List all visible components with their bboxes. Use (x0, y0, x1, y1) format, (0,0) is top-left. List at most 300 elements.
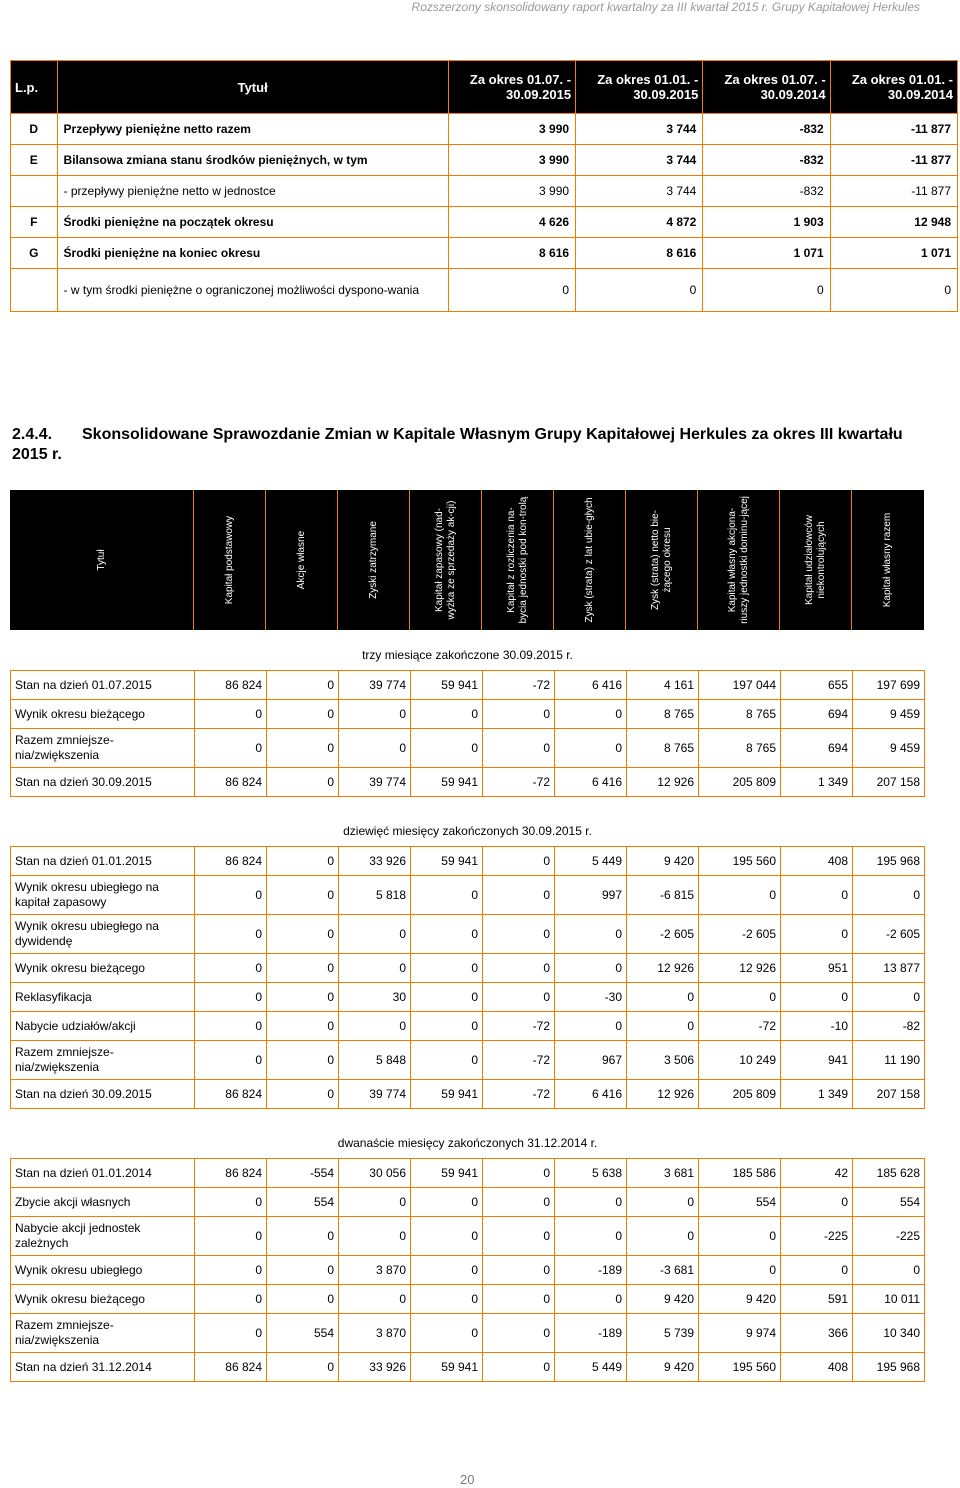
section-number: 2.4.4. (12, 426, 53, 443)
equity-row-value: 0 (267, 1217, 339, 1256)
cashflow-row (11, 238, 958, 269)
equity-row-value: 0 (411, 700, 483, 729)
equity-header-cell (338, 490, 410, 630)
equity-row-value: 0 (411, 1041, 483, 1080)
equity-row-value: 5 818 (339, 876, 411, 915)
equity-header-label: Zysk (strata) z lat ubie-głych (583, 497, 595, 623)
equity-row-value: -72 (483, 1012, 555, 1041)
row-value: -832 (703, 176, 830, 207)
equity-row-value: 408 (781, 1353, 853, 1382)
equity-row-value: 3 681 (627, 1159, 699, 1188)
equity-row-value: 5 449 (555, 1353, 627, 1382)
equity-row-value: 0 (483, 876, 555, 915)
row-value: 0 (448, 269, 575, 312)
equity-row-value: 59 941 (411, 1080, 483, 1109)
equity-row-value: 86 824 (195, 671, 267, 700)
equity-row-value: 42 (781, 1159, 853, 1188)
equity-row-value: 0 (411, 983, 483, 1012)
equity-row-value: 0 (267, 1041, 339, 1080)
equity-row-label: Nabycie udziałów/akcji (11, 1012, 195, 1041)
equity-row-value: 197 699 (853, 671, 925, 700)
section-heading (12, 425, 932, 465)
equity-row-value: 0 (555, 729, 627, 768)
equity-row-value: 366 (781, 1314, 853, 1353)
equity-row-value: 0 (555, 1012, 627, 1041)
equity-row-value: -72 (483, 1080, 555, 1109)
equity-header-cell (266, 490, 338, 630)
equity-row-value: 9 459 (853, 700, 925, 729)
equity-row-value: 12 926 (627, 768, 699, 797)
header-period-4: Za okres 01.01. - 30.09.2014 (830, 61, 957, 114)
equity-row-value: -72 (483, 1041, 555, 1080)
row-title: Bilansowa zmiana stanu środków pieniężnych, w tym (57, 145, 448, 176)
equity-row-value: 3 870 (339, 1256, 411, 1285)
equity-row-value: 0 (195, 1256, 267, 1285)
equity-row-value: 39 774 (339, 1080, 411, 1109)
row-value: 0 (703, 269, 830, 312)
row-value: 1 903 (703, 207, 830, 238)
equity-row-value: 12 926 (699, 954, 781, 983)
equity-row-value: 0 (411, 1217, 483, 1256)
equity-row-value: 10 011 (853, 1285, 925, 1314)
equity-row-label: Reklasyfikacja (11, 983, 195, 1012)
equity-row-label: Wynik okresu ubiegłego na kapitał zapasowy (11, 876, 195, 915)
equity-row-value: 0 (195, 1188, 267, 1217)
equity-section-title: dziewięć miesięcy zakończonych 30.09.2015 r. (343, 824, 592, 838)
equity-row-value: 9 459 (853, 729, 925, 768)
equity-row-value: 0 (195, 1041, 267, 1080)
equity-row-value: 10 340 (853, 1314, 925, 1353)
equity-row (11, 876, 925, 915)
equity-row-value: -2 605 (699, 915, 781, 954)
row-value: 0 (830, 269, 957, 312)
cashflow-table (10, 60, 958, 312)
equity-row (11, 1159, 925, 1188)
equity-row-value: 5 848 (339, 1041, 411, 1080)
equity-row (11, 1041, 925, 1080)
equity-row-value: 0 (411, 954, 483, 983)
equity-row-label: Wynik okresu bieżącego (11, 700, 195, 729)
row-lp: E (11, 145, 58, 176)
equity-row-value: 86 824 (195, 1159, 267, 1188)
equity-row-value: -2 605 (627, 915, 699, 954)
equity-row-value: -225 (853, 1217, 925, 1256)
equity-row (11, 768, 925, 797)
equity-row-value: 0 (853, 983, 925, 1012)
equity-row-label: Wynik okresu ubiegłego na dywidendę (11, 915, 195, 954)
equity-row-label: Stan na dzień 30.09.2015 (11, 768, 195, 797)
row-lp: F (11, 207, 58, 238)
equity-row-value: 13 877 (853, 954, 925, 983)
equity-row-value: 0 (411, 915, 483, 954)
equity-row-value: 0 (781, 983, 853, 1012)
equity-row-value: 86 824 (195, 1353, 267, 1382)
equity-row-value: 0 (339, 1188, 411, 1217)
equity-row-value: 39 774 (339, 768, 411, 797)
equity-header-cell (554, 490, 626, 630)
equity-row-value: 0 (699, 1217, 781, 1256)
equity-row-value: 0 (339, 1012, 411, 1041)
equity-row-value: 0 (411, 1012, 483, 1041)
equity-row-value: -225 (781, 1217, 853, 1256)
equity-header-label: Zyski zatrzymane (367, 521, 379, 599)
equity-row-value: 195 968 (853, 1353, 925, 1382)
equity-table (10, 816, 925, 1109)
equity-row-value: 86 824 (195, 847, 267, 876)
equity-row-value: 5 449 (555, 847, 627, 876)
equity-section-row (11, 816, 925, 847)
row-value: 8 616 (576, 238, 703, 269)
equity-row-value: 0 (555, 700, 627, 729)
equity-row-value: 554 (699, 1188, 781, 1217)
equity-row-value: 4 161 (627, 671, 699, 700)
equity-table (10, 1128, 925, 1382)
equity-row (11, 1256, 925, 1285)
equity-row-value: 1 349 (781, 1080, 853, 1109)
equity-row-value: 0 (411, 1285, 483, 1314)
row-value: 4 626 (448, 207, 575, 238)
equity-row-label: Razem zmniejsze-nia/zwiększenia (11, 1041, 195, 1080)
equity-row-value: 0 (267, 700, 339, 729)
equity-row-label: Razem zmniejsze-nia/zwiększenia (11, 729, 195, 768)
equity-row-value: 0 (781, 876, 853, 915)
equity-row-value: 0 (195, 1217, 267, 1256)
equity-row-value: 0 (483, 847, 555, 876)
equity-row-value: 0 (267, 915, 339, 954)
row-value: 12 948 (830, 207, 957, 238)
equity-row-value: 0 (781, 1256, 853, 1285)
equity-row (11, 1188, 925, 1217)
equity-row-value: 0 (195, 954, 267, 983)
equity-row-value: 3 506 (627, 1041, 699, 1080)
header-title: Tytuł (57, 61, 448, 114)
cashflow-header-row (11, 61, 958, 114)
equity-row-value: 0 (267, 983, 339, 1012)
equity-row-value: 205 809 (699, 1080, 781, 1109)
equity-row (11, 1314, 925, 1353)
equity-row-value: 0 (483, 1217, 555, 1256)
equity-row-value: 185 628 (853, 1159, 925, 1188)
equity-row-value: 33 926 (339, 1353, 411, 1382)
equity-row-value: 0 (339, 1285, 411, 1314)
row-value: -832 (703, 114, 830, 145)
equity-row-value: 9 420 (699, 1285, 781, 1314)
equity-row-value: -189 (555, 1314, 627, 1353)
cashflow-row (11, 269, 958, 312)
cashflow-row (11, 176, 958, 207)
equity-row-value: 59 941 (411, 847, 483, 876)
equity-row-value: 0 (267, 1012, 339, 1041)
row-lp (11, 176, 58, 207)
equity-row-value: 0 (853, 876, 925, 915)
equity-row-value: 0 (699, 983, 781, 1012)
equity-row-value: 0 (267, 876, 339, 915)
equity-row-value: 8 765 (627, 700, 699, 729)
equity-row-value: 30 (339, 983, 411, 1012)
equity-header-label: Kapitał udziałowców niekontrolujących (803, 514, 827, 606)
equity-row-value: 997 (555, 876, 627, 915)
equity-row-value: 86 824 (195, 1080, 267, 1109)
equity-header-label: Kapitał własny razem (882, 512, 893, 608)
equity-row-value: 11 190 (853, 1041, 925, 1080)
equity-row-value: 0 (699, 876, 781, 915)
equity-row-label: Stan na dzień 30.09.2015 (11, 1080, 195, 1109)
equity-row-label: Stan na dzień 01.01.2014 (11, 1159, 195, 1188)
equity-row-value: 5 739 (627, 1314, 699, 1353)
equity-row-value: 0 (195, 1012, 267, 1041)
equity-row-value: 0 (339, 954, 411, 983)
row-value: 3 744 (576, 114, 703, 145)
equity-row-value: -2 605 (853, 915, 925, 954)
equity-header-cell (698, 490, 780, 630)
equity-row (11, 1353, 925, 1382)
equity-row-value: 12 926 (627, 954, 699, 983)
equity-row-value: -189 (555, 1256, 627, 1285)
equity-row (11, 1080, 925, 1109)
equity-row-value: 0 (339, 1217, 411, 1256)
equity-row-value: 9 974 (699, 1314, 781, 1353)
equity-row-value: 39 774 (339, 671, 411, 700)
equity-row-value: 9 420 (627, 1285, 699, 1314)
equity-row (11, 671, 925, 700)
equity-row-value: 0 (555, 1188, 627, 1217)
equity-row-value: 0 (339, 700, 411, 729)
equity-row-label: Razem zmniejsze-nia/zwiększenia (11, 1314, 195, 1353)
equity-row-value: 0 (267, 1353, 339, 1382)
equity-row (11, 1285, 925, 1314)
equity-header-cell (482, 490, 554, 630)
equity-row-value: 0 (195, 983, 267, 1012)
equity-row-value: 554 (267, 1314, 339, 1353)
equity-header-cell (10, 490, 194, 630)
equity-row-value: -554 (267, 1159, 339, 1188)
equity-row-label: Wynik okresu bieżącego (11, 1285, 195, 1314)
row-value: -832 (703, 145, 830, 176)
equity-row-value: 0 (555, 954, 627, 983)
equity-row-label: Stan na dzień 01.01.2015 (11, 847, 195, 876)
equity-row-value: 0 (267, 1285, 339, 1314)
equity-section-row (11, 1128, 925, 1159)
equity-row-value: 0 (699, 1256, 781, 1285)
equity-row-label: Stan na dzień 31.12.2014 (11, 1353, 195, 1382)
equity-header-cell (194, 490, 266, 630)
equity-row-value: -30 (555, 983, 627, 1012)
equity-row-value: 0 (555, 915, 627, 954)
equity-row-label: Wynik okresu ubiegłego (11, 1256, 195, 1285)
equity-row-value: 0 (483, 1188, 555, 1217)
row-value: 3 990 (448, 145, 575, 176)
cashflow-row (11, 145, 958, 176)
equity-row-value: 0 (555, 1217, 627, 1256)
equity-row-value: 591 (781, 1285, 853, 1314)
row-value: 3 744 (576, 176, 703, 207)
equity-row-value: 30 056 (339, 1159, 411, 1188)
equity-row-value: 655 (781, 671, 853, 700)
running-header: Rozszerzony skonsolidowany raport kwartalny za III kwartał 2015 r. Grupy Kapitałowej Herkules (411, 0, 920, 14)
row-value: 4 872 (576, 207, 703, 238)
row-value: 8 616 (448, 238, 575, 269)
equity-header-label: Zysk (strata) netto bie-żącego okresu (649, 509, 673, 611)
equity-row-value: 6 416 (555, 768, 627, 797)
equity-header-cell (626, 490, 698, 630)
equity-row-value: 0 (267, 1256, 339, 1285)
equity-row-label: Zbycie akcji własnych (11, 1188, 195, 1217)
header-period-3: Za okres 01.07. - 30.09.2014 (703, 61, 830, 114)
equity-row-value: 0 (339, 915, 411, 954)
equity-row-value: 0 (267, 729, 339, 768)
equity-row-value: 86 824 (195, 768, 267, 797)
equity-row-value: 0 (483, 1285, 555, 1314)
equity-row (11, 1217, 925, 1256)
equity-row-value: 0 (483, 1314, 555, 1353)
cashflow-row (11, 114, 958, 145)
equity-row-value: 195 560 (699, 847, 781, 876)
equity-row-value: 694 (781, 700, 853, 729)
equity-row-value: 10 249 (699, 1041, 781, 1080)
equity-row-value: 0 (627, 1012, 699, 1041)
equity-row-value: 0 (195, 700, 267, 729)
equity-row-value: 0 (195, 729, 267, 768)
equity-row-value: 0 (781, 915, 853, 954)
equity-row-value: 0 (627, 1188, 699, 1217)
equity-row-value: 694 (781, 729, 853, 768)
equity-row-value: 12 926 (627, 1080, 699, 1109)
row-lp (11, 269, 58, 312)
equity-row-value: 9 420 (627, 847, 699, 876)
equity-row-value: 207 158 (853, 1080, 925, 1109)
equity-row-value: 0 (853, 1256, 925, 1285)
equity-row-value: 0 (483, 954, 555, 983)
equity-row-value: -3 681 (627, 1256, 699, 1285)
equity-header-cell (410, 490, 482, 630)
equity-row-value: 0 (411, 1256, 483, 1285)
header-period-2: Za okres 01.01. - 30.09.2015 (576, 61, 703, 114)
row-lp: G (11, 238, 58, 269)
equity-row-value: -72 (699, 1012, 781, 1041)
equity-row-value: 0 (267, 768, 339, 797)
row-title: Środki pieniężne na koniec okresu (57, 238, 448, 269)
equity-row-value: 8 765 (699, 729, 781, 768)
equity-row-value: 8 765 (627, 729, 699, 768)
equity-row (11, 954, 925, 983)
equity-row-value: 59 941 (411, 671, 483, 700)
equity-row-value: 5 638 (555, 1159, 627, 1188)
equity-section-row (11, 640, 925, 671)
equity-row-value: 0 (267, 954, 339, 983)
equity-row-value: 0 (483, 700, 555, 729)
equity-row-value: 3 870 (339, 1314, 411, 1353)
equity-row-label: Stan na dzień 01.07.2015 (11, 671, 195, 700)
equity-row (11, 915, 925, 954)
equity-row (11, 1012, 925, 1041)
equity-header-label: Kapitał podstawowy (223, 515, 235, 605)
equity-row-value: 59 941 (411, 1159, 483, 1188)
header-period-1: Za okres 01.07. - 30.09.2015 (448, 61, 575, 114)
equity-row-value: 6 416 (555, 1080, 627, 1109)
equity-row-value: 0 (483, 915, 555, 954)
equity-row-value: 0 (781, 1188, 853, 1217)
equity-row-value: 207 158 (853, 768, 925, 797)
equity-row-value: 1 349 (781, 768, 853, 797)
row-title: Przepływy pieniężne netto razem (57, 114, 448, 145)
equity-row-value: -10 (781, 1012, 853, 1041)
row-title: - przepływy pieniężne netto w jednostce (57, 176, 448, 207)
row-value: -11 877 (830, 176, 957, 207)
equity-row-value: 0 (483, 729, 555, 768)
equity-row-value: 205 809 (699, 768, 781, 797)
equity-row-value: 6 416 (555, 671, 627, 700)
equity-row-value: 0 (627, 983, 699, 1012)
equity-row-value: -82 (853, 1012, 925, 1041)
equity-table (10, 640, 925, 797)
equity-row-value: 0 (483, 1353, 555, 1382)
equity-row-value: 0 (483, 1159, 555, 1188)
row-value: 3 744 (576, 145, 703, 176)
equity-row (11, 983, 925, 1012)
equity-header-label: Akcje własne (295, 530, 307, 590)
equity-header-label: Kapitał własny akcjona-riuszy jednostki dominu-jącej (726, 496, 750, 624)
equity-row-value: 195 560 (699, 1353, 781, 1382)
equity-row-value: 941 (781, 1041, 853, 1080)
equity-row-value: 0 (267, 1080, 339, 1109)
equity-row-value: -72 (483, 768, 555, 797)
page-number: 20 (460, 1472, 475, 1487)
equity-row-value: 0 (411, 1188, 483, 1217)
section-title: Skonsolidowane Sprawozdanie Zmian w Kapitale Własnym Grupy Kapitałowej Herkules za okres III kwartału 2015 r. (12, 426, 903, 463)
equity-row-value: 967 (555, 1041, 627, 1080)
equity-row-value: 0 (339, 729, 411, 768)
equity-row-label: Nabycie akcji jednostek zależnych (11, 1217, 195, 1256)
row-title: - w tym środki pieniężne o ograniczonej możliwości dyspono-wania (57, 269, 448, 312)
equity-header-label: Kapitał zapasowy (nad-wyżka ze sprzedaży ak-cji) (433, 500, 457, 620)
row-value: 3 990 (448, 176, 575, 207)
equity-section-title: dwanaście miesięcy zakończonych 31.12.2014 r. (337, 1136, 598, 1150)
row-value: 0 (576, 269, 703, 312)
row-value: -11 877 (830, 114, 957, 145)
equity-row-value: 408 (781, 847, 853, 876)
equity-row-value: 0 (195, 876, 267, 915)
equity-row-value: 554 (853, 1188, 925, 1217)
equity-row-value: 0 (195, 915, 267, 954)
row-value: 1 071 (703, 238, 830, 269)
row-value: -11 877 (830, 145, 957, 176)
equity-row (11, 847, 925, 876)
equity-row-value: -6 815 (627, 876, 699, 915)
equity-row-value: -72 (483, 671, 555, 700)
row-lp: D (11, 114, 58, 145)
equity-row-value: 0 (555, 1285, 627, 1314)
equity-row-value: 0 (627, 1217, 699, 1256)
equity-header-label: Tytuł (95, 549, 107, 571)
equity-header (10, 490, 924, 630)
equity-row (11, 729, 925, 768)
equity-header-cell (852, 490, 924, 630)
equity-row-value: 0 (411, 729, 483, 768)
equity-row-value: 59 941 (411, 768, 483, 797)
equity-row-value: 197 044 (699, 671, 781, 700)
equity-row-value: 0 (267, 847, 339, 876)
equity-row-value: 0 (411, 876, 483, 915)
equity-row-value: 33 926 (339, 847, 411, 876)
equity-row-value: 951 (781, 954, 853, 983)
header-lp: L.p. (11, 61, 58, 114)
equity-row-value: 9 420 (627, 1353, 699, 1382)
equity-row-value: 0 (411, 1314, 483, 1353)
equity-row-value: 0 (195, 1314, 267, 1353)
equity-row-value: 185 586 (699, 1159, 781, 1188)
equity-header-label: Kapitał z rozliczenia na-bycia jednostki pod kon-trolą (505, 496, 529, 624)
equity-row-value: 0 (483, 1256, 555, 1285)
